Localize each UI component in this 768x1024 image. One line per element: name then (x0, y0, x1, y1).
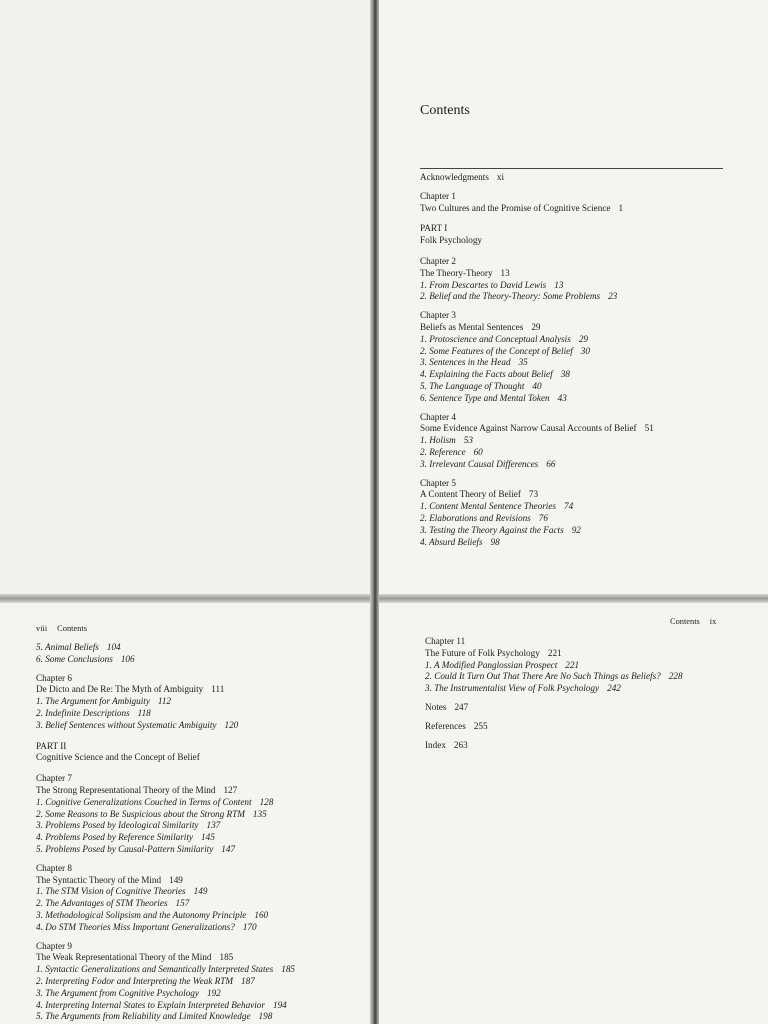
entry-title: 1. Cognitive Generalizations Couched in Terms of Content (36, 796, 252, 807)
toc-section-entry (425, 683, 755, 695)
entry-page-number: 135 (252, 808, 267, 819)
toc-section-entry (36, 910, 366, 922)
toc-entry (420, 203, 750, 215)
entry-title: Chapter 7 (36, 773, 72, 784)
entry-page-number: 185 (281, 964, 295, 975)
toc-entry (420, 322, 750, 334)
entry-title: 3. Sentences in the Head (420, 357, 511, 368)
entry-title: Chapter 4 (420, 411, 456, 422)
entry-title: Chapter 9 (36, 940, 72, 951)
entry-page-number: 145 (201, 832, 215, 843)
entry-page-number: 242 (607, 683, 621, 694)
toc-section-entry (420, 447, 750, 459)
entry-page-number: 30 (580, 345, 590, 356)
toc-section-entry (36, 832, 366, 844)
entry-title: 3. The Argument from Cognitive Psychology (36, 987, 199, 998)
entry-title: 4. Problems Posed by Reference Similarity (36, 832, 193, 843)
entry-title: The Future of Folk Psychology (425, 647, 540, 658)
entry-title: Two Cultures and the Promise of Cognitive Science (420, 202, 611, 213)
toc-entry (425, 721, 755, 733)
toc-section-entry (420, 459, 750, 471)
entry-title: 2. Belief and the Theory-Theory: Some Problems (420, 291, 601, 302)
entry-page-number: 92 (571, 524, 581, 535)
toc-section-entry (420, 369, 750, 381)
toc-section-entry (425, 660, 755, 672)
entry-title: 2. Elaborations and Revisions (420, 512, 531, 523)
toc-entry (420, 172, 750, 184)
entry-title: 5. Animal Beliefs (36, 642, 99, 652)
entry-page-number: xi (496, 172, 505, 182)
entry-page-number: 128 (259, 796, 274, 807)
toc-section-entry (36, 797, 366, 809)
entry-page-number: 112 (157, 696, 172, 707)
entry-title: 1. Holism (420, 435, 456, 446)
spacer (36, 934, 366, 941)
toc-entry (420, 489, 750, 501)
entry-page-number: 76 (538, 512, 548, 523)
toc-section-entry (420, 501, 750, 513)
entry-title: 2. Interpreting Fodor and Interpreting the Weak RTM (36, 975, 233, 986)
entry-title: 2. The Advantages of STM Theories (36, 898, 168, 909)
entry-title: 5. Problems Posed by Causal-Pattern Similarity (36, 843, 214, 854)
toc-section-entry (420, 357, 750, 369)
toc-list (420, 172, 750, 548)
entry-title: Chapter 2 (420, 255, 456, 266)
entry-page-number: 137 (206, 820, 221, 831)
toc-section-entry (420, 393, 750, 405)
entry-title: 6. Sentence Type and Mental Token (420, 392, 550, 403)
page-title: Contents (420, 103, 470, 118)
toc-section-entry (420, 291, 750, 303)
entry-title: 2. Indefinite Descriptions (36, 707, 130, 718)
entry-title: Folk Psychology (420, 235, 483, 246)
entry-page-number: 120 (224, 719, 239, 730)
entry-title: 1. Content Mental Sentence Theories (420, 501, 556, 512)
entry-title: Index (425, 739, 446, 750)
toc-entry (425, 740, 755, 752)
entry-page-number: 73 (528, 489, 539, 500)
toc-section-entry (36, 976, 366, 988)
toc-section-entry (36, 844, 366, 856)
running-title: Contents (670, 617, 700, 626)
spacer (420, 303, 750, 310)
toc-chapter-label (420, 412, 750, 424)
toc-entry (36, 684, 366, 696)
toc-chapter-label (36, 941, 366, 953)
entry-title: Cognitive Science and the Concept of Belief (36, 752, 200, 763)
toc-chapter-label (420, 478, 750, 490)
entry-page-number: 149 (169, 874, 183, 885)
toc-section-entry (420, 334, 750, 346)
entry-title: 3. Irrelevant Causal Differences (420, 458, 539, 469)
entry-page-number: 147 (221, 843, 236, 854)
spacer (425, 714, 755, 721)
entry-page-number: 66 (546, 458, 556, 469)
entry-page-number: 247 (454, 701, 469, 712)
entry-title: 6. Some Conclusions (36, 653, 113, 664)
toc-section-entry (36, 922, 366, 934)
toc-entry (420, 235, 750, 247)
entry-page-number: 43 (557, 392, 567, 403)
toc-chapter-label (420, 256, 750, 268)
toc-section-entry (36, 964, 366, 976)
spacer (425, 695, 755, 702)
entry-title: Chapter 1 (420, 190, 456, 201)
title-rule (420, 168, 723, 169)
toc-section-entry (36, 654, 366, 666)
entry-page-number: 74 (564, 501, 574, 512)
entry-page-number: 221 (547, 647, 562, 658)
spacer (36, 856, 366, 863)
entry-page-number: 35 (518, 357, 528, 368)
entry-page-number: 53 (463, 435, 473, 446)
toc-entry (420, 268, 750, 280)
toc-chapter-label (36, 673, 366, 685)
entry-title: 2. Some Reasons to Be Suspicious about the Strong RTM (36, 808, 245, 819)
entry-page-number: 13 (500, 267, 510, 278)
entry-page-number: 118 (137, 707, 151, 718)
entry-title: Chapter 3 (420, 310, 456, 321)
toc-section-entry (36, 720, 366, 732)
toc-section-entry (36, 642, 366, 654)
toc-entry (420, 423, 750, 435)
entry-page-number: 60 (473, 446, 483, 457)
entry-title: Chapter 11 (425, 636, 466, 646)
toc-section-entry (36, 708, 366, 720)
spacer (36, 764, 366, 773)
page-fold-horizontal (0, 594, 768, 603)
entry-title: De Dicto and De Re: The Myth of Ambiguity (36, 684, 204, 695)
entry-title: Some Evidence Against Narrow Causal Accounts of Belief (420, 423, 637, 434)
entry-title: 4. Interpreting Internal States to Explain Interpreted Behavior (36, 999, 265, 1010)
running-header (36, 624, 87, 633)
page-number: viii (36, 624, 48, 633)
toc-section-entry (36, 886, 366, 898)
contents-page-top-right (378, 0, 768, 596)
toc-section-entry (420, 346, 750, 358)
entry-title: References (425, 720, 466, 731)
contents-page-ix (378, 602, 768, 1024)
entry-page-number: 194 (272, 999, 287, 1010)
entry-page-number: 255 (473, 720, 488, 731)
entry-title: 1. A Modified Panglossian Prospect (425, 659, 558, 670)
contents-page-viii (0, 602, 372, 1024)
toc-list (36, 642, 366, 1023)
entry-page-number: 111 (211, 684, 225, 695)
toc-entry (36, 875, 366, 887)
running-header (670, 617, 716, 626)
entry-title: Chapter 5 (420, 477, 456, 488)
toc-section-entry (420, 513, 750, 525)
toc-section-entry (36, 898, 366, 910)
toc-entry (425, 648, 755, 660)
entry-page-number: 187 (241, 975, 255, 986)
toc-section-entry (36, 809, 366, 821)
toc-chapter-label (36, 773, 366, 785)
entry-title: PART I (420, 223, 448, 234)
entry-page-number: 29 (578, 333, 588, 344)
toc-chapter-label (420, 191, 750, 203)
toc-chapter-label (36, 863, 366, 875)
toc-entry (36, 752, 366, 764)
toc-section-entry (420, 435, 750, 447)
toc-chapter-label (425, 636, 755, 648)
entry-title: 1. From Descartes to David Lewis (420, 279, 547, 290)
toc-entry (425, 702, 755, 714)
entry-page-number: 263 (453, 739, 468, 750)
toc-list (425, 636, 755, 751)
entry-page-number: 13 (554, 279, 564, 290)
entry-page-number: 127 (223, 784, 238, 795)
spacer (420, 471, 750, 478)
entry-title: Beliefs as Mental Sentences (420, 321, 524, 332)
toc-entry (36, 785, 366, 797)
entry-title: 5. The Arguments from Reliability and Limited Knowledge (36, 1011, 251, 1022)
spacer (420, 214, 750, 223)
toc-section-entry (420, 525, 750, 537)
toc-section-entry (36, 1011, 366, 1023)
entry-title: 3. Testing the Theory Against the Facts (420, 524, 564, 535)
spacer (420, 184, 750, 191)
entry-page-number: 149 (193, 886, 208, 897)
entry-title: Notes (425, 701, 447, 712)
entry-page-number: 170 (242, 921, 257, 932)
entry-title: 3. Problems Posed by Ideological Similarity (36, 820, 199, 831)
entry-page-number: 98 (490, 536, 500, 547)
entry-title: Chapter 8 (36, 862, 72, 873)
entry-page-number: 228 (668, 671, 683, 682)
spacer (36, 666, 366, 673)
entry-page-number: 157 (175, 898, 190, 909)
toc-section-entry (425, 671, 755, 683)
running-title: Contents (57, 624, 87, 633)
entry-page-number: 160 (254, 909, 269, 920)
entry-title: The Weak Representational Theory of the Mind (36, 952, 212, 963)
spacer (425, 733, 755, 740)
toc-part-label (36, 741, 366, 753)
entry-title: PART II (36, 740, 67, 751)
spacer (420, 247, 750, 256)
book-spine-gutter (370, 0, 379, 1024)
entry-page-number: 106 (120, 653, 135, 664)
entry-title: 4. Absurd Beliefs (420, 536, 483, 547)
blank-page (0, 0, 372, 596)
entry-title: Chapter 6 (36, 672, 72, 683)
toc-section-entry (36, 988, 366, 1000)
toc-section-entry (36, 1000, 366, 1012)
entry-title: 1. The STM Vision of Cognitive Theories (36, 886, 186, 897)
entry-title: 1. Syntactic Generalizations and Semantically Interpreted States (36, 964, 274, 975)
toc-section-entry (420, 537, 750, 549)
toc-section-entry (420, 381, 750, 393)
entry-page-number: 29 (531, 321, 541, 332)
toc-section-entry (36, 820, 366, 832)
entry-page-number: 185 (219, 952, 234, 963)
entry-title: 3. Belief Sentences without Systematic Ambiguity (36, 719, 217, 730)
toc-part-label (420, 223, 750, 235)
entry-title: A Content Theory of Belief (420, 489, 521, 500)
entry-title: 1. The Argument for Ambiguity (36, 696, 150, 707)
entry-title: 3. Methodological Solipsism and the Autonomy Principle (36, 909, 247, 920)
entry-title: 2. Reference (420, 446, 466, 457)
entry-title: 2. Could It Turn Out That There Are No Such Things as Beliefs? (425, 671, 661, 682)
toc-entry (36, 952, 366, 964)
toc-section-entry (420, 280, 750, 292)
entry-title: 5. The Language of Thought (420, 380, 525, 391)
entry-title: 2. Some Features of the Concept of Belief (420, 345, 573, 356)
entry-title: 4. Explaining the Facts about Belief (420, 369, 553, 380)
entry-title: 1. Protoscience and Conceptual Analysis (420, 333, 571, 344)
entry-page-number: 40 (532, 380, 542, 391)
entry-title: The Theory-Theory (420, 267, 493, 278)
entry-page-number: 104 (106, 642, 121, 652)
entry-title: 3. The Instrumentalist View of Folk Psychology (425, 683, 600, 694)
spacer (420, 405, 750, 412)
entry-page-number: 192 (206, 987, 221, 998)
entry-title: The Syntactic Theory of the Mind (36, 874, 162, 885)
entry-page-number: 198 (258, 1011, 273, 1022)
entry-page-number: 221 (565, 659, 580, 670)
entry-page-number: 51 (644, 423, 654, 434)
entry-page-number: 23 (608, 291, 618, 302)
entry-title: 4. Do STM Theories Miss Important Generalizations? (36, 921, 235, 932)
entry-page-number: 38 (560, 369, 570, 380)
entry-page-number: 1 (618, 202, 624, 213)
toc-section-entry (36, 696, 366, 708)
spacer (36, 732, 366, 741)
entry-title: The Strong Representational Theory of the Mind (36, 784, 216, 795)
entry-title: Acknowledgments (420, 172, 489, 182)
page-number: ix (709, 617, 717, 626)
toc-chapter-label (420, 310, 750, 322)
